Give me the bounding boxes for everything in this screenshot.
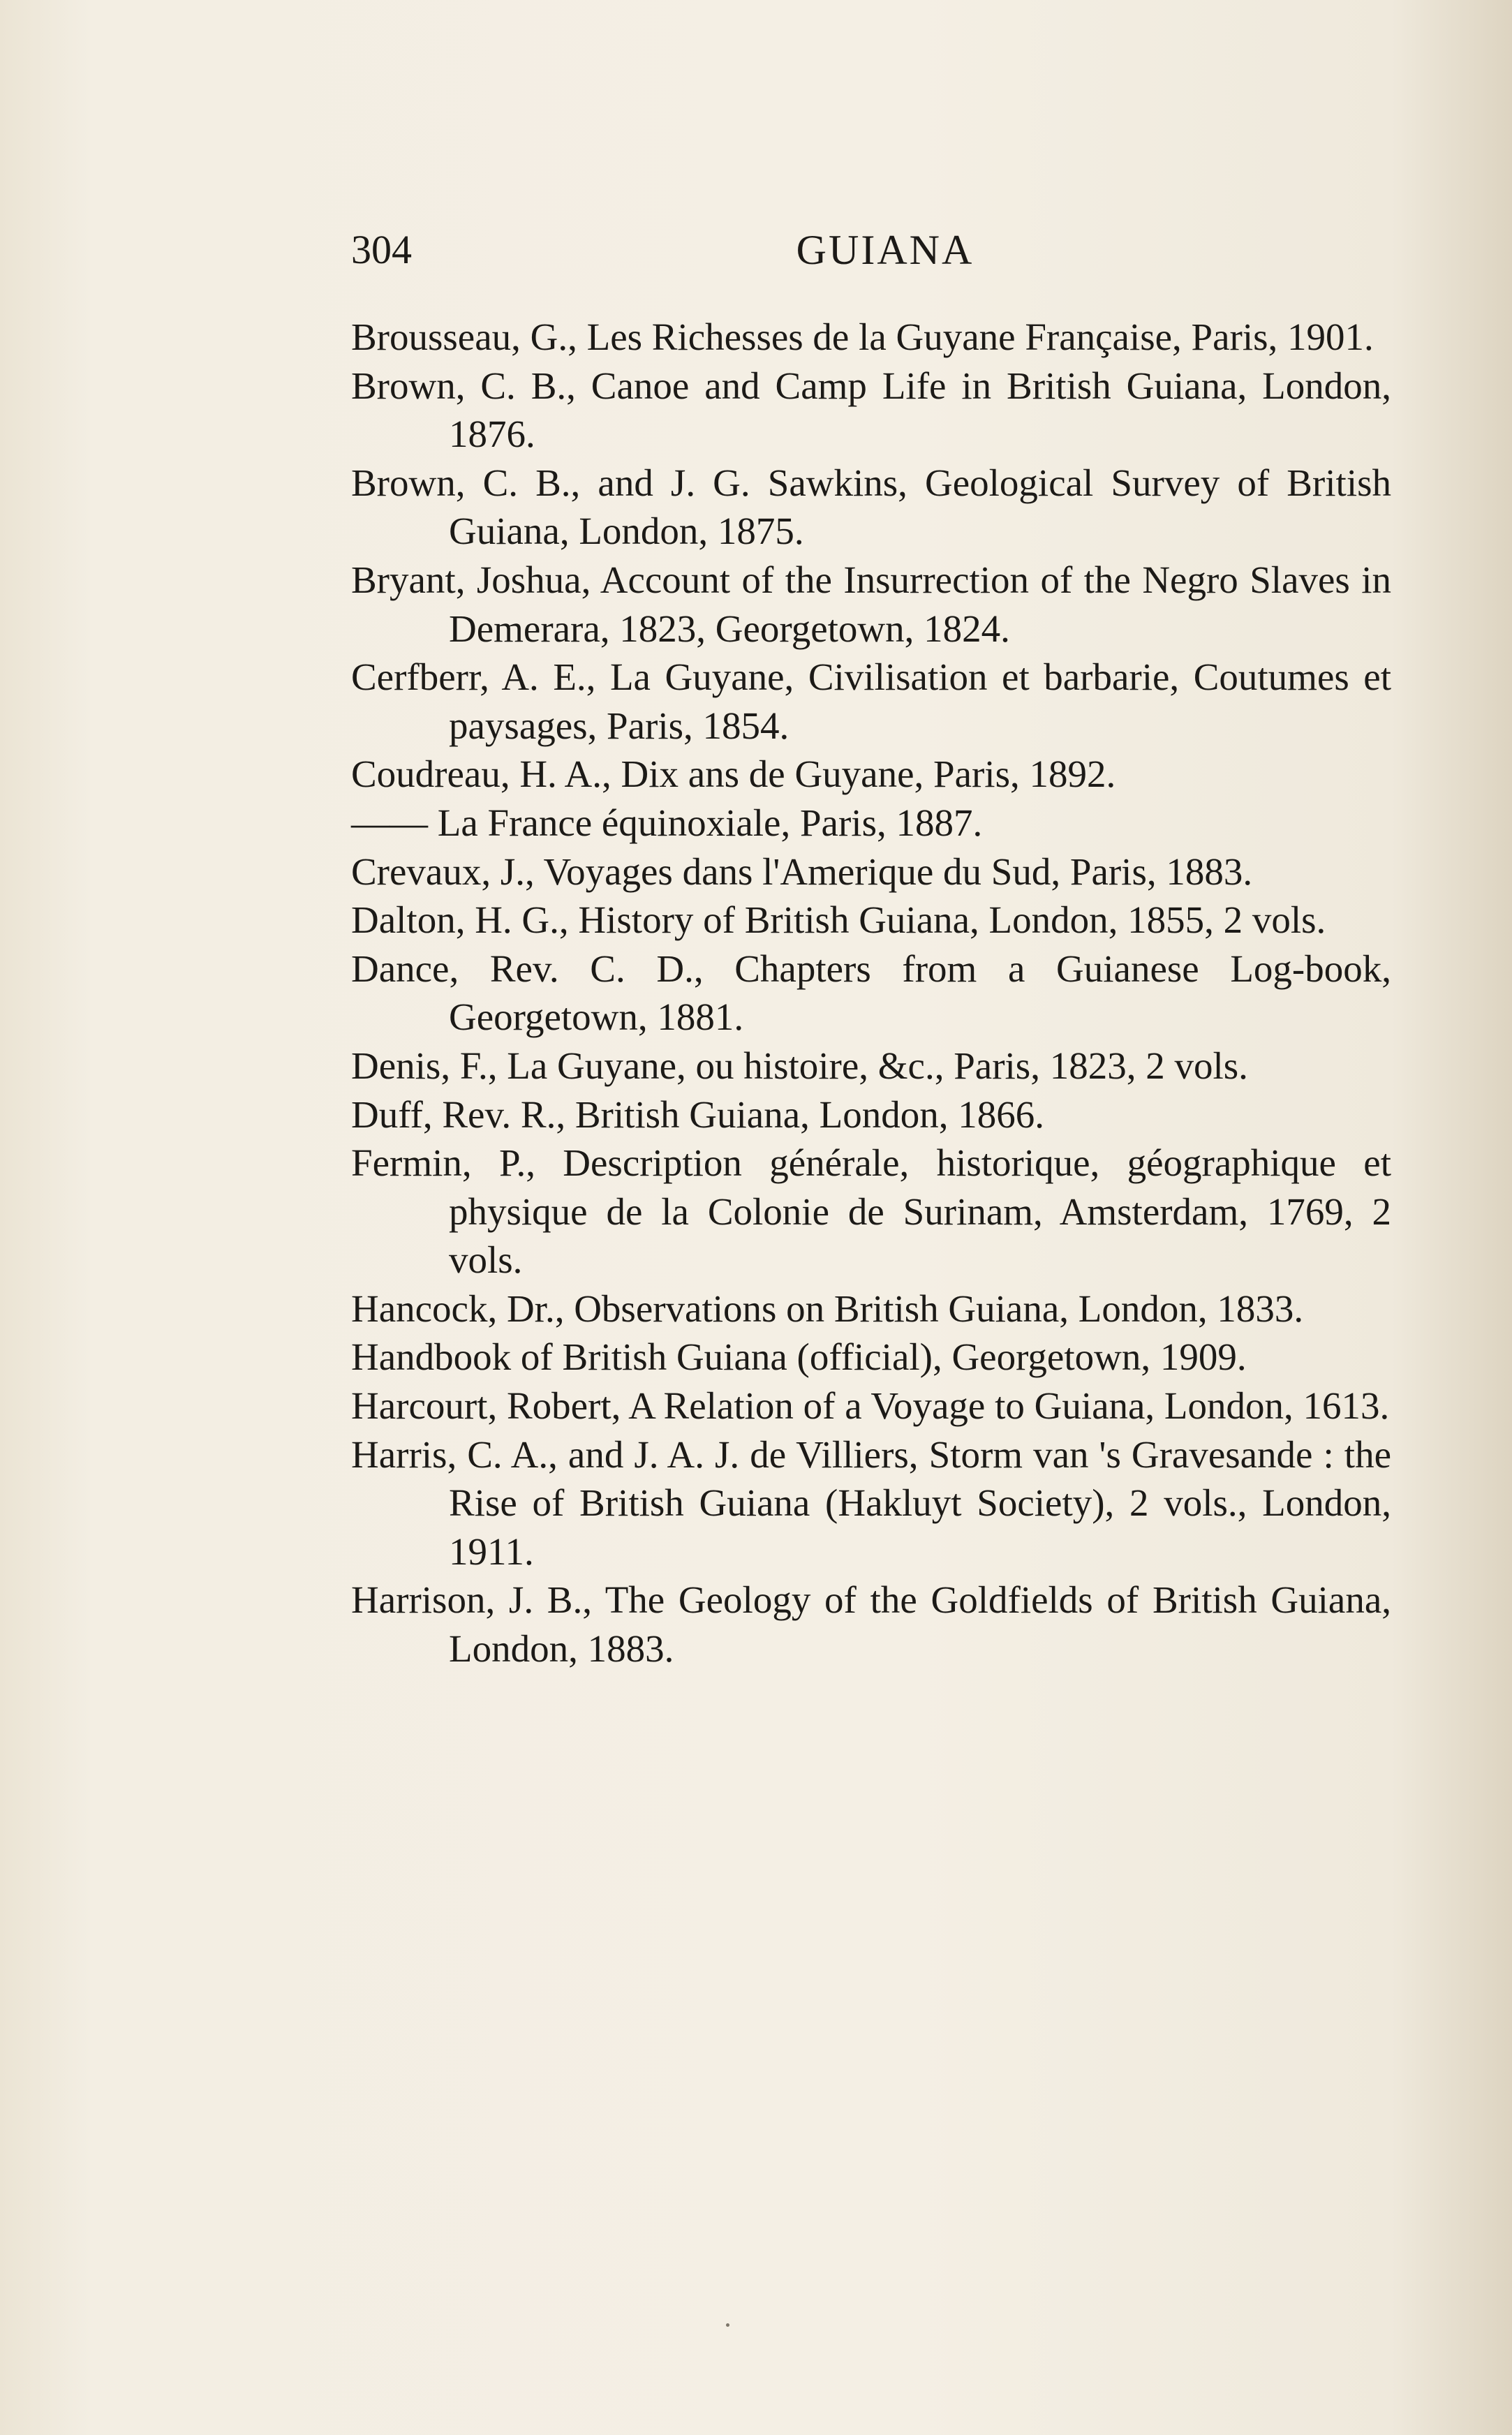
bibliography-entry: Harcourt, Robert, A Relation of a Voyage to Guiana, London, 1613. <box>351 1384 1390 1428</box>
bibliography-entry: Fermin, P., Description générale, historique, géographique et physique de la Colonie de Surinam, Amsterdam, 1769, 2 vols. <box>351 1141 1391 1282</box>
bibliography-list <box>351 313 1391 1673</box>
page-number: 304 <box>351 227 412 272</box>
bibliography-entry: Harris, C. A., and J. A. J. de Villiers, Storm van 's Gravesande : the Rise of British Guiana (Hakluyt Society), 2 vols., London, 1911. <box>351 1433 1391 1573</box>
bibliography-entry: Harrison, J. B., The Geology of the Goldfields of British Guiana, London, 1883. <box>351 1578 1391 1671</box>
bibliography-entry: Brown, C. B., Canoe and Camp Life in British Guiana, London, 1876. <box>351 364 1391 456</box>
bibliography-entry: Dance, Rev. C. D., Chapters from a Guianese Log-book, Georgetown, 1881. <box>351 947 1391 1039</box>
paper-speck <box>726 2323 729 2327</box>
bibliography-entry: Bryant, Joshua, Account of the Insurrection of the Negro Slaves in Demerara, 1823, Georgetown, 1824. <box>351 558 1391 650</box>
bibliography-entry: Brousseau, G., Les Richesses de la Guyane Française, Paris, 1901. <box>351 316 1374 358</box>
bibliography-entry: Cerfberr, A. E., La Guyane, Civilisation et barbarie, Coutumes et paysages, Paris, 1854. <box>351 656 1391 747</box>
bibliography-entry: Hancock, Dr., Observations on British Guiana, London, 1833. <box>351 1287 1304 1330</box>
bibliography-entry: Duff, Rev. R., British Guiana, London, 1866. <box>351 1093 1044 1136</box>
bibliography-entry: Crevaux, J., Voyages dans l'Amerique du Sud, Paris, 1883. <box>351 850 1253 893</box>
bibliography-entry: Handbook of British Guiana (official), Georgetown, 1909. <box>351 1335 1247 1379</box>
bibliography-entry: —— La France équinoxiale, Paris, 1887. <box>351 801 983 844</box>
bibliography-entry: Coudreau, H. A., Dix ans de Guyane, Paris, 1892. <box>351 753 1116 796</box>
page-title: GUIANA <box>796 227 974 273</box>
running-head <box>351 222 1391 278</box>
bibliography-entry: Dalton, H. G., History of British Guiana, London, 1855, 2 vols. <box>351 898 1326 942</box>
bibliography-entry: Denis, F., La Guyane, ou histoire, &c., Paris, 1823, 2 vols. <box>351 1044 1248 1087</box>
bibliography-entry: Brown, C. B., and J. G. Sawkins, Geological Survey of British Guiana, London, 1875. <box>351 461 1391 553</box>
